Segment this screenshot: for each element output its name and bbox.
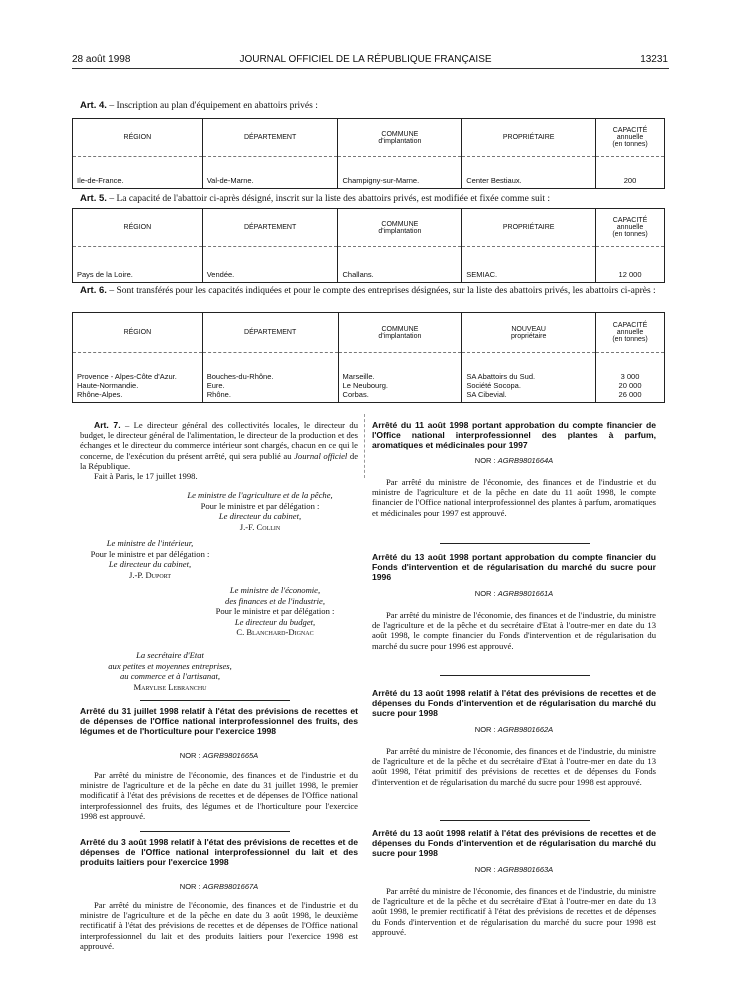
journal-title: JOURNAL OFFICIEL DE LA RÉPUBLIQUE FRANÇAISE (239, 54, 492, 65)
table-row: Ile-de-France. Val-de-Marne. Champigny-sur-Marne. Center Bestiaux. 200 (73, 157, 665, 189)
decree-title: Arrêté du 13 août 1998 relatif à l'état des prévisions de recettes et de dépenses du Fonds d'intervention et de régularisation du marché du sucre pour 1998 (372, 688, 656, 719)
article-6-label: Art. 6. (80, 285, 107, 296)
column-separator (364, 414, 365, 478)
header-rule (72, 68, 669, 69)
col-capacite: CAPACITÉ annuelle (en tonnes) (596, 119, 665, 157)
col-departement: DÉPARTEMENT (202, 119, 338, 157)
section-rule (440, 820, 590, 821)
table-row: Provence - Alpes-Côte d'Azur. Haute-Normandie. Rhône-Alpes. Bouches-du-Rhône. Eure. Rhône. Marseille. Le Neubourg. Corbas. SA Abattoirs du Sud. Société Socopa. SA Cibevial. 3 000 20 000 26 000 (73, 353, 665, 403)
table-art6 (72, 312, 665, 403)
fait-a-paris: Fait à Paris, le 17 juillet 1998. (94, 471, 198, 482)
col-commune: COMMUNE d'implantation (338, 119, 462, 157)
nor-reference: NOR : AGRB9801663A (474, 865, 554, 874)
decree-body: Par arrêté du ministre de l'économie, des finances et de l'industrie, du ministre de l'agriculture et de la pêche et du secrétaire d'Etat à l'outre-mer en date du 13 août 1998, l'état primitif des prévisions de recettes et de dépenses du Fonds d'intervention et de régularisation du marché du sucre pour 1998 est approuvé. (372, 746, 656, 787)
section-rule (140, 831, 290, 832)
page-number: 13231 (640, 54, 668, 65)
signature-agriculture: Le ministre de l'agriculture et de la pêche, Pour le ministre et par délégation : Le directeur du cabinet, J.-F. Collin (187, 490, 333, 532)
table-header: RÉGION DÉPARTEMENT COMMUNE d'implantation NOUVEAU propriétaire CAPACITÉ annuelle (en tonnes) (73, 313, 665, 353)
table-header (73, 119, 665, 157)
table-art5 (72, 208, 665, 283)
signature-interieur: Le ministre de l'intérieur, Pour le ministre et par délégation : Le directeur du cabinet, J.-P. Duport (90, 538, 210, 580)
decree-title: Arrêté du 3 août 1998 relatif à l'état des prévisions de recettes et de dépenses de l'Office national interprofessionnel du lait et des produits laitiers pour l'exercice 1998 (80, 837, 358, 868)
article-7: Art. 7. – Le directeur général des collectivités locales, le directeur du budget, le directeur général de l'alimentation, le directeur de la production et des échanges et le directeur du commerce intérieur sont chargés, chacun en ce qui le concerne, de l'exécution du présent arrêté, qui sera publié au Journal officiel de la République. Fait à Paris, le 17 juillet 1998. (80, 420, 359, 482)
decree-body: Par arrêté du ministre de l'économie, des finances et de l'industrie et du ministre de l'agriculture et de la pêche en date du 31 juillet 1998, le premier modificatif à l'état des prévisions de recettes et de dépenses de l'Office national interprofessionnel des fruits, des légumes et de l'horticulture pour l'exercice 1998 est approuvé. (80, 770, 358, 821)
decree-title: Arrêté du 13 août 1998 relatif à l'état des prévisions de recettes et de dépenses du Fonds d'intervention et de régularisation du marché du sucre pour 1998 (372, 828, 656, 859)
table-header: RÉGION DÉPARTEMENT COMMUNE d'implantation PROPRIÉTAIRE CAPACITÉ annuelle (en tonnes) (73, 209, 665, 247)
section-rule (140, 700, 290, 701)
decree-body: Par arrêté du ministre de l'économie, des finances et de l'industrie, du ministre de l'agriculture et de la pêche et du secrétaire d'Etat à l'outre-mer en date du 13 août 1998, le premier rectificatif à l'état des prévisions de recettes et de dépenses du Fonds d'intervention et de régularisation du marché du sucre pour 1998 est approuvé. (372, 886, 656, 937)
nor-reference: NOR : AGRB9801664A (474, 456, 554, 465)
table-art4 (72, 118, 665, 189)
article-6-intro: Art. 6. – Sont transférés pour les capacités indiquées et pour le compte des entreprises désignées, sur la liste des abattoirs privés, les abattoirs ci-après : (80, 285, 656, 296)
section-rule (440, 675, 590, 676)
signature-secretaire-etat: La secrétaire d'Etat aux petites et moyennes entreprises, au commerce et à l'artisanat, Marylise Lebranchu (108, 650, 232, 692)
article-5-intro: Art. 5. – La capacité de l'abattoir ci-après désigné, inscrit sur la liste des abattoirs privés, est modifiée et fixée comme suit : (80, 193, 550, 204)
decree-title: Arrêté du 13 août 1998 portant approbation du compte financier du Fonds d'intervention et de régularisation du marché du sucre pour 1996 (372, 552, 656, 583)
decree-body: Par arrêté du ministre de l'économie, des finances et de l'industrie, du ministre de l'agriculture et de la pêche et du secrétaire d'Etat à l'outre-mer en date du 13 août 1998, le compte financier du Fonds d'intervention et de régularisation du marché du sucre pour 1996 est approuvé. (372, 610, 656, 651)
nor-reference: NOR : AGRB9801667A (179, 882, 259, 891)
signature-economie: Le ministre de l'économie, des finances et de l'industrie, Pour le ministre et par délégation : Le directeur du budget, C. Blanchard-Dignac (215, 585, 335, 637)
nor-reference: NOR : AGRB9801661A (474, 589, 554, 598)
table-row: Pays de la Loire. Vendée. Challans. SEMIAC. 12 000 (73, 247, 665, 283)
article-4-intro: Art. 4. – Inscription au plan d'équipement en abattoirs privés : (80, 100, 318, 111)
section-rule (440, 543, 590, 544)
article-4-label: Art. 4. (80, 100, 107, 111)
decree-title: Arrêté du 31 juillet 1998 relatif à l'état des prévisions de recettes et de dépenses de l'Office national interprofessionnel des fruits, des légumes et de l'horticulture pour l'exercice 1998 (80, 706, 358, 737)
nor-reference: NOR : AGRB9801662A (474, 725, 554, 734)
header-date: 28 août 1998 (72, 54, 131, 65)
decree-body: Par arrêté du ministre de l'économie, des finances et de l'industrie et du ministre de l'agriculture et de la pêche en date du 3 août 1998, le deuxième rectificatif à l'état des prévisions de recettes et de dépenses de l'Office national interprofessionnel du lait et des produits laitiers pour l'exercice 1998 est approuvé. (80, 900, 358, 951)
decree-title: Arrêté du 11 août 1998 portant approbation du compte financier de l'Office national interprofessionnel des plantes à parfum, aromatiques et médicinales pour 1997 (372, 420, 656, 451)
article-5-label: Art. 5. (80, 193, 107, 204)
nor-reference: NOR : AGRB9801665A (179, 751, 259, 760)
decree-body: Par arrêté du ministre de l'économie, des finances et de l'industrie et du ministre de l'agriculture et de la pêche en date du 11 août 1998, le compte financier de l'Office national interprofessionnel des plantes à parfum, aromatiques et médicinales pour 1997 est approuvé. (372, 477, 656, 518)
col-region: RÉGION (73, 119, 203, 157)
col-proprietaire: PROPRIÉTAIRE (462, 119, 596, 157)
